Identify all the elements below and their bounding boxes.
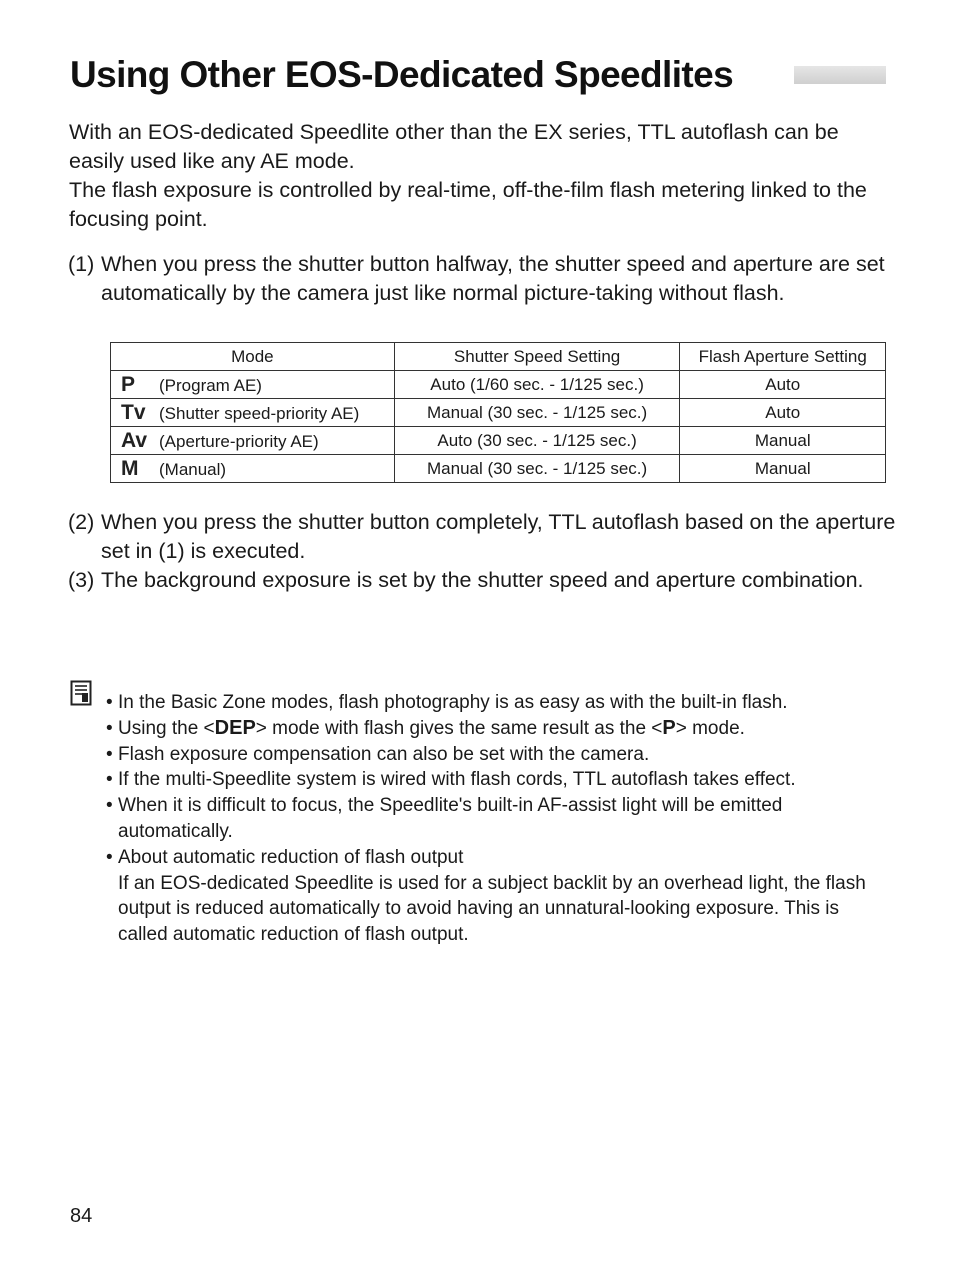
step-text: When you press the shutter button halfway, the shutter speed and aperture are set automatically by the camera just like normal picture-taking without flash. [101, 252, 885, 305]
note-text: > mode with flash gives the same result as the < [255, 717, 663, 739]
step-text: The background exposure is set by the shutter speed and aperture combination. [101, 568, 864, 592]
header-flash-aperture: Flash Aperture Setting [680, 343, 886, 371]
mode-label: (Aperture-priority AE) [159, 431, 319, 451]
step-2 [68, 508, 898, 566]
p-mode-symbol: P [662, 716, 676, 739]
aperture-cell: Manual [680, 427, 886, 455]
intro-paragraph-1: With an EOS-dedicated Speedlite other than the EX series, TTL autoflash can be easily used like any AE mode. [69, 120, 839, 173]
step-3 [68, 566, 898, 595]
shutter-cell: Manual (30 sec. - 1/125 sec.) [394, 455, 680, 483]
step-number: (3) [68, 568, 95, 592]
note-item: • If the multi-Speedlite system is wired with flash cords, TTL autoflash takes effect. [106, 767, 886, 793]
shutter-cell: Auto (30 sec. - 1/125 sec.) [394, 427, 680, 455]
step-text: When you press the shutter button completely, TTL autoflash based on the aperture set in (1) is executed. [101, 510, 896, 563]
note-item [106, 716, 886, 742]
mode-symbol: Av [121, 428, 148, 452]
intro-paragraph-2: The flash exposure is controlled by real-time, off-the-film flash metering linked to the focusing point. [69, 178, 867, 231]
notes-list [106, 690, 886, 948]
mode-label: (Manual) [159, 459, 227, 479]
step-1 [68, 250, 898, 308]
table-row [111, 427, 886, 455]
mode-label: (Shutter speed-priority AE) [159, 403, 360, 423]
header-mode: Mode [111, 343, 395, 371]
mode-symbol: Tv [121, 400, 146, 424]
shutter-cell: Auto (1/60 sec. - 1/125 sec.) [394, 371, 680, 399]
mode-cell [111, 371, 395, 399]
mode-settings-table [110, 342, 886, 483]
mode-cell [111, 455, 395, 483]
note-text: > mode. [675, 717, 745, 739]
title-row [70, 52, 886, 102]
note-item: • In the Basic Zone modes, flash photography is as easy as with the built-in flash. [106, 690, 886, 716]
table-row [111, 399, 886, 427]
step-number: (1) [68, 252, 95, 276]
mode-symbol: P [121, 372, 136, 396]
mode-symbol: M [121, 456, 139, 480]
table-row [111, 455, 886, 483]
note-item: • About automatic reduction of flash output [106, 845, 886, 871]
mode-label: (Program AE) [159, 375, 262, 395]
note-text: Using the < [118, 717, 215, 739]
note-item: • When it is difficult to focus, the Speedlite's built-in AF-assist light will be emitted automatically. [106, 793, 886, 845]
memo-icon [70, 680, 92, 706]
mode-cell [111, 399, 395, 427]
aperture-cell: Auto [680, 371, 886, 399]
title-decoration-bar [794, 66, 886, 84]
page-number: 84 [70, 1205, 93, 1227]
shutter-cell: Manual (30 sec. - 1/125 sec.) [394, 399, 680, 427]
intro-text [69, 118, 889, 234]
aperture-cell: Manual [680, 455, 886, 483]
header-shutter-speed: Shutter Speed Setting [394, 343, 680, 371]
dep-mode-symbol: DEP [214, 716, 256, 739]
step-number: (2) [68, 510, 95, 534]
mode-cell [111, 427, 395, 455]
table-row [111, 371, 886, 399]
aperture-cell: Auto [680, 399, 886, 427]
table-header-row [111, 343, 886, 371]
page-title: Using Other EOS-Dedicated Speedlites [70, 54, 734, 95]
note-item: • Flash exposure compensation can also be set with the camera. [106, 742, 886, 768]
note-detail: If an EOS-dedicated Speedlite is used for a subject backlit by an overhead light, the flash output is reduced automatically to avoid having an unnatural-looking exposure. This is called automatic reduction of flash output. [118, 872, 866, 946]
